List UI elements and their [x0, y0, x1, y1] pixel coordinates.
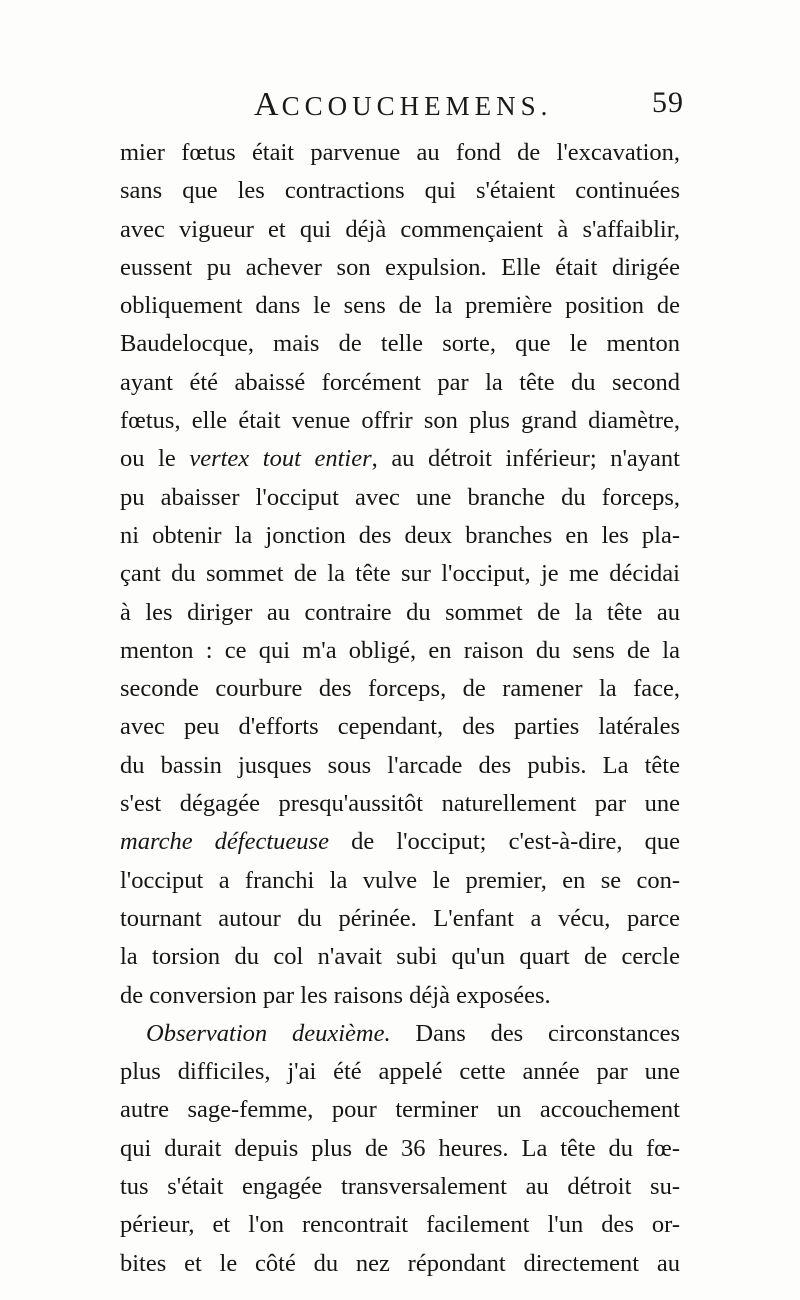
text-segment: , au détroit inférieur; n'ayant: [371, 445, 680, 473]
text-line: périeur, et l'on rencontrait facilement l'un des or-: [120, 1211, 680, 1239]
text-line: eussent pu achever son expulsion. Elle était dirigée: [120, 253, 680, 281]
text-line: çant du sommet de la tête sur l'occiput, je me décidai: [120, 560, 680, 588]
text-line: avec peu d'efforts cependant, des parties latérales: [120, 713, 680, 741]
text-line: seconde courbure des forceps, de ramener la face,: [120, 675, 680, 703]
text-line: avec vigueur et qui déjà commençaient à s'affaiblir,: [120, 215, 680, 243]
text-line: l'occiput a franchi la vulve le premier, en se con-: [120, 866, 680, 894]
text-line: Baudelocque, mais de telle sorte, que le menton: [120, 330, 680, 358]
text-line: qui durait depuis plus de 36 heures. La tête du fœ-: [120, 1134, 680, 1162]
page-header: [120, 86, 690, 126]
text-line: à les diriger au contraire du sommet de la tête au: [120, 598, 680, 626]
text-line: obliquement dans le sens de la première position de: [120, 292, 680, 320]
page-number: 59: [652, 86, 684, 119]
text-segment: de l'occiput; c'est-à-dire, que: [328, 828, 680, 856]
running-head: [254, 86, 552, 124]
text-line: [120, 1015, 680, 1053]
text-line: [120, 440, 680, 478]
text-line: la torsion du col n'avait subi qu'un quart de cercle: [120, 943, 680, 971]
running-head-initial: A: [254, 86, 282, 123]
text-line: ayant été abaissé forcément par la tête du second: [120, 368, 680, 396]
text-line: menton : ce qui m'a obligé, en raison du sens de la: [120, 636, 680, 664]
text-line: tus s'était engagée transversalement au détroit su-: [120, 1173, 680, 1201]
italic-phrase: Observation deuxième.: [146, 1019, 391, 1047]
text-line: tournant autour du périnée. L'enfant a vécu, parce: [120, 904, 680, 932]
text-line: plus difficiles, j'ai été appelé cette année par une: [120, 1058, 680, 1086]
text-segment: ou le: [120, 445, 190, 473]
text-line: s'est dégagée presqu'aussitôt naturellement par une: [120, 790, 680, 818]
text-line: du bassin jusques sous l'arcade des pubis. La tête: [120, 751, 680, 779]
text-line: mier fœtus était parvenue au fond de l'excavation,: [120, 139, 680, 166]
italic-phrase: marche défectueuse: [120, 828, 329, 856]
text-line: [120, 823, 680, 861]
text-line: autre sage-femme, pour terminer un accouchement: [120, 1096, 680, 1124]
text-line: bites et le côté du nez répondant directement au: [120, 1249, 680, 1277]
body-text: [120, 134, 680, 1283]
text-line: pu abaisser l'occiput avec une branche du forceps,: [120, 483, 680, 511]
text-segment: Dans des circonstances: [390, 1019, 681, 1047]
running-head-rest: CCOUCHEMENS.: [281, 91, 553, 121]
text-line: de conversion par les raisons déjà exposées.: [120, 981, 551, 1009]
text-line: ni obtenir la jonction des deux branches en les pla-: [120, 521, 680, 549]
text-line: sans que les contractions qui s'étaient continuées: [120, 177, 680, 205]
text-line: fœtus, elle était venue offrir son plus grand diamètre,: [120, 407, 680, 435]
italic-phrase: vertex tout entier: [189, 445, 372, 473]
